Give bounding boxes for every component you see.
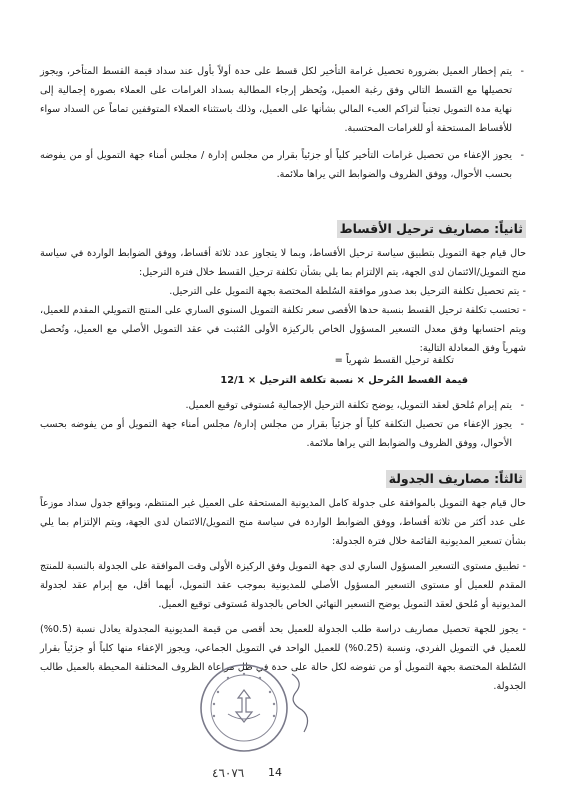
deferral-approval-item: - يتم تحصيل تكلفة الترحيل بعد صدور موافقة السُلطة المختصة بجهة التمويل على الترحيل. <box>169 286 526 297</box>
installment-deferral-body <box>40 244 526 358</box>
late-fee-waiver-paragraph: - يجوز الإعفاء من تحصيل غرامات التأخير كلياً أو جزئياً بقرار من مجلس إدارة / مجلس أمناء جهة التمويل أو من يفوضه بحسب الأحوال، ووفق الظروف والضوابط التي يراها ملائمة. <box>40 146 526 184</box>
deferral-waiver-bullet: - يجوز الإعفاء من تحصيل التكلفة كلياً أو جزئياً بقرار من مجلس إدارة/ مجلس أمناء جهة التمويل أو من يفوضه بحسب الأحوال، ووفق الظروف والضوابط التي يراها ملائمة. <box>40 415 526 453</box>
deferral-intro-paragraph: حال قيام جهة التمويل بتطبيق سياسة ترحيل الأقساط، وبما لا يتجاوز عدد ثلاثة أقساط، ووفق الضوابط الواردة في سياسة منح التمويل/الائتمان لدى الجهة، يتم الإلتزام بما يلي بشأن تكلفة ترحيل القسط خلال فترة الترحيل: <box>40 248 526 278</box>
formula-label: تكلفة ترحيل القسط شهرياً = <box>334 355 454 366</box>
deferral-annex-bullet: - يتم إبرام مُلحق لعقد التمويل، يوضح تكلفة الترحيل الإجمالية مُستوفى توقيع العميل. <box>40 396 526 415</box>
late-fee-bullets <box>40 62 526 184</box>
page-number: 14 <box>268 766 282 779</box>
deferral-cost-calc-item: - تحتسب تكلفة ترحيل القسط بنسبة حدها الأقصى سعر تكلفة التمويل السنوي الساري على المنتج التمويلي المقدم للعميل، ويتم احتسابها وفق معدل التسعير المسؤول الخاص بالركيزة الأولى المُثبت في عقد التمويل الأصلي مع العميل، وتُحصل شهرياً وفق المعادلة التالية: <box>40 305 526 354</box>
late-fee-collection-paragraph: - يتم إخطار العميل بضرورة تحصيل غرامة التأخير لكل قسط على حدة أولاً بأول عند سداد قيمة القسط المتأخر، ويجوز تحصيلها مع القسط التالي وفق رغبة العميل، ويُحظر إرجاء المطالبة بسداد الغرامات على العملاء بصورة إجمالية إلى نهاية مدة التمويل تجنباً لتراكم العبء المالي بشأنها على العميل، وذلك باستثناء العملاء المتوقفين تماماً عن السداد سواء للأقساط المستحقة أو للغرامات المحتسبة. <box>40 62 526 138</box>
rescheduling-fees-item: - يجوز للجهة تحصيل مصاريف دراسة طلب الجدولة للعميل بحد أقصى من قيمة المديونية المجدولة يعادل نسبة (0.5%) للعميل في التمويل الفردي، ونسبة (0.25%) للعميل الواحد في التمويل الجماعي، ويجوز الإعفاء منها كلياً أو جزئياً بقرار السُلطة المختصة بجهة التمويل أو من تفوضه لكل حالة على حدة في ظل مراعاة الظروف المختلفة المحيطة بالعميل طالب الجدولة. <box>40 624 526 692</box>
rescheduling-intro-paragraph: حال قيام جهة التمويل بالموافقة على جدولة كامل المديونية المستحقة على العميل غير المنتظم، وبواقع جدول سداد موزعاً على عدد أكثر من ثلاثة أقساط، ووفق الضوابط الواردة في سياسة منح التمويل/الائتمان لدى الجهة، ويتم الإلتزام بما يلي بشأن تسعير المديونية القائمة خلال فترة الجدولة: <box>40 498 526 547</box>
formula-expression: قيمة القسط المُرحل × نسبة تكلفة الترحيل × 12/1 <box>220 375 468 386</box>
installment-deferral-heading: ثانياً: مصاريف ترحيل الأقساط <box>337 220 526 238</box>
rescheduling-heading: ثالثاً: مصاريف الجدولة <box>386 470 526 488</box>
deferral-bullets <box>40 396 526 453</box>
handwritten-signature <box>286 668 312 738</box>
rescheduling-pricing-item: - تطبيق مستوى التسعير المسؤول الساري لدى جهة التمويل وفق الركيزة الأولى وقت الموافقة على الجدولة بالنسبة للمنتج المقدم للعميل أو مستوى التسعير المسؤول الأصلي للمديونية بموجب عقد التمويل، أيهما أقل، مع إبرام عقد لجدولة المديونية أو مُلحق لعقد التمويل يوضح التسعير النهائي الخاص بالجدولة مُستوفى توقيع العميل. <box>40 561 526 610</box>
official-seal-stamp <box>198 662 290 754</box>
handwritten-reference-number: ٤٦٠٧٦ <box>212 766 245 780</box>
